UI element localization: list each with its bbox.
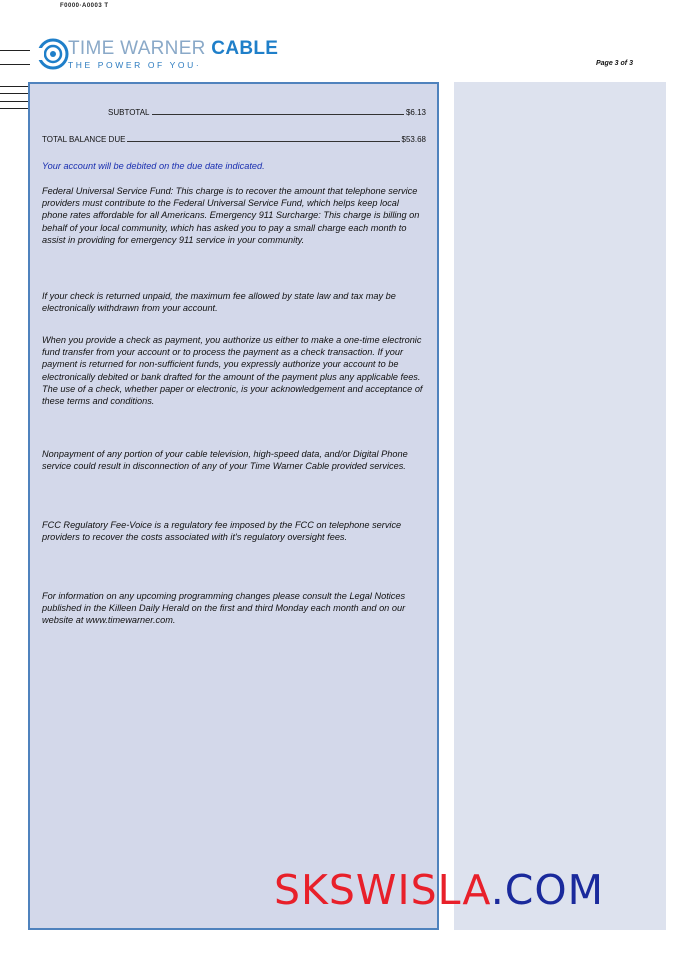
margin-rule <box>0 64 30 65</box>
page-number: Page 3 of 3 <box>596 60 633 67</box>
notice-text <box>42 160 426 172</box>
nonpayment-paragraph: Nonpayment of any portion of your cable television, high-speed data, and/or Digital Phone service could result in disconnection of any of your Time Warner Cable provided services. <box>42 449 408 472</box>
returned-check-paragraph: If your check is returned unpaid, the maximum fee allowed by state law and tax may be electronically withdrawn from your account. <box>42 291 396 314</box>
returned-check-block <box>42 290 426 314</box>
margin-rule <box>0 50 30 51</box>
check-payment-block <box>42 334 426 407</box>
fcc-block <box>42 519 426 543</box>
document-code: F0000·A0003 T <box>60 3 109 9</box>
check-payment-paragraph: When you provide a check as payment, you authorize us either to make a one-time electronic fund transfer from your account or to process the payment as a check transaction. If your payment is returned for non-sufficient funds, you expressly authorize your account to be electronically debited or bank drafted for the amount of the payment plus any applicable fees. The use of a check, whether paper or electronic, is your acknowledgement and acceptance of these terms and conditions. <box>42 335 423 407</box>
info-block <box>42 590 426 627</box>
company-logo <box>68 39 278 70</box>
fees-block <box>42 185 426 246</box>
margin-rule <box>0 101 30 102</box>
debit-notice: Your account will be debited on the due date indicated. <box>42 161 265 171</box>
info-paragraph: For information on any upcoming programming changes please consult the Legal Notices published in the Killeen Daily Herald on the first and third Monday each month and on our website at www.timewarner.com. <box>42 591 406 626</box>
total-balance-value: $53.68 <box>401 135 426 144</box>
watermark-part-1: SKSWISLA <box>274 866 491 914</box>
nonpayment-block <box>42 448 426 472</box>
margin-rule <box>0 93 30 94</box>
logo-name-accent: CABLE <box>211 38 279 59</box>
fcc-paragraph: FCC Regulatory Fee-Voice is a regulatory fee imposed by the FCC on telephone service providers to recover the costs associated with it's regulatory oversight fees. <box>42 520 402 543</box>
watermark-part-2: .COM <box>490 866 605 914</box>
leader-line <box>127 141 399 142</box>
total-balance-row <box>42 135 426 144</box>
watermark <box>274 866 604 914</box>
subtotal-value: $6.13 <box>405 108 426 117</box>
fees-paragraph: Federal Universal Service Fund: This charge is to recover the amount that telephone service providers must contribute to the Federal Universal Service Fund, which helps keep local phone rates affordable for all Americans. Emergency 911 Surcharge: This charge is billing on behalf of your local community, which has asked you to pay a small charge each month to assist in providing for emergency 911 service in your community. <box>42 186 420 245</box>
logo-name: TIME WARNER <box>68 38 206 59</box>
leader-line <box>152 114 404 115</box>
subtotal-row <box>108 108 426 117</box>
time-warner-eye-logo-icon <box>36 36 70 72</box>
subtotal-label: SUBTOTAL <box>108 108 150 117</box>
logo-tagline: THE POWER OF YOU· <box>68 60 202 70</box>
margin-rule <box>0 108 30 109</box>
right-sidebar-panel <box>454 82 666 930</box>
total-balance-label: TOTAL BALANCE DUE <box>42 135 126 144</box>
billing-message-panel <box>28 82 439 930</box>
